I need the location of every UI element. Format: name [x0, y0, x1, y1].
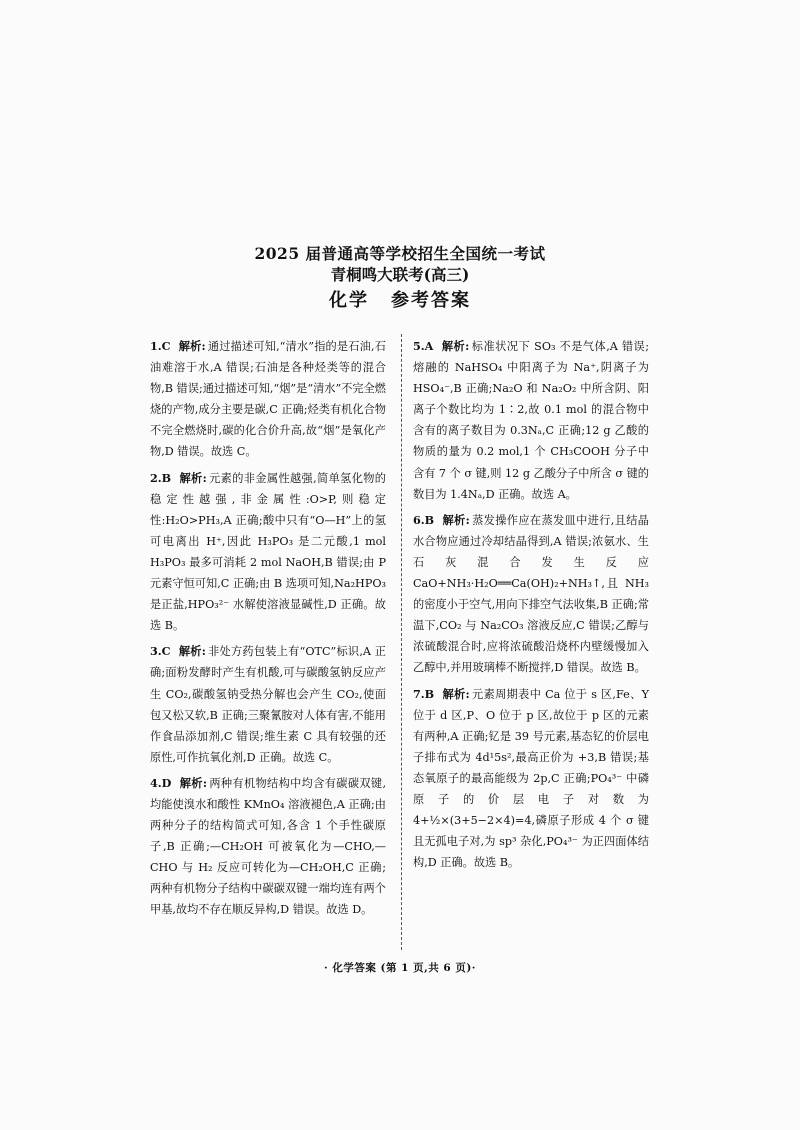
- page-header: [0, 244, 800, 313]
- answer-number: 2.B: [150, 470, 172, 485]
- answer-number: 4.D: [150, 775, 172, 790]
- analysis-text: 元素周期表中 Ca 位于 s 区,Fe、Y 位于 d 区,P、O 位于 p 区,故位于 p 区的元素有两种,A 正确;钇是 39 号元素,基态钇的价层电子排布式为 4d¹5s²,最高正价为 +3,B 错误;基态氧原子的最高能级为 2p,C 正确;PO₄³⁻ 中磷原子的价层电子对数为 4+½×(3+5−2×4)=4,磷原子形成 4 个 σ 键且无孤电子对,为 sp³ 杂化,PO₄³⁻ 为正四面体结构,D 正确。故选 B。: [413, 687, 649, 870]
- exam-subtitle: 青桐鸣大联考(高三): [330, 265, 470, 284]
- page-footer: · 化学答案 (第 1 页,共 6 页)·: [324, 962, 476, 974]
- analysis-text: 通过描述可知,“清水”指的是石油,石油难溶于水,A 错误;石油是各种烃类等的混合物,B 错误;通过描述可知,“烟”是“清水”不完全燃烧的产物,成分主要是碳,C 正确;烃类有机化合物不完全燃烧时,碳的化合价升高,故“烟”是氧化产物,D 错误。故选 C。: [150, 340, 386, 459]
- answer-item: [150, 773, 386, 921]
- answer-item: [150, 468, 386, 637]
- analysis-text: 两种有机物结构中均含有碳碳双键,均能使溴水和酸性 KMnO₄ 溶液褪色,A 正确;由两种分子的结构简式可知,各含 1 个手性碳原子,B 正确;—CH₂OH 可被氧化为—CHO,—CHO 与 H₂ 反应可转化为—CH₂OH,C 正确;两种有机物分子结构中碳碳双键一端均连有两个甲基,故均不存在顺反异构,D 错误。故选 D。: [150, 776, 386, 917]
- answer-item: [150, 336, 386, 463]
- answer-number: 3.C: [150, 644, 171, 659]
- answer-number: 7.B: [413, 686, 435, 701]
- analysis-label: 解析:: [178, 339, 206, 353]
- analysis-label: 解析:: [179, 775, 207, 790]
- analysis-label: 解析:: [441, 339, 470, 353]
- analysis-label: 解析:: [178, 644, 206, 659]
- answer-number: 6.B: [413, 512, 435, 527]
- analysis-text: 元素的非金属性越强,简单氢化物的稳定性越强,非金属性:O>P,则稳定性:H₂O>PH₃,A 正确;酸中只有“O—H”上的氢可电离出 H⁺,因此 H₃PO₃ 是二元酸,1 mol H₃PO₃ 最多可消耗 2 mol NaOH,B 错误;由 P 元素守恒可知,C 正确;由 B 选项可知,Na₂HPO₃ 是正盐,HPO₃²⁻ 水解使溶液显碱性,D 正确。故选 B。: [150, 471, 386, 633]
- analysis-text: 标准状况下 SO₃ 不是气体,A 错误;熔融的 NaHSO₄ 中阳离子为 Na⁺,阴离子为 HSO₄⁻,B 正确;Na₂O 和 Na₂O₂ 中所含阴、阳离子个数比均为 1∶2,故 0.1 mol 的混合物中含有的离子数目为 0.3Nₐ,C 正确;12 g 乙酸的物质的量为 0.2 mol,1 个 CH₃COOH 分子中含有 7 个 σ 键,则 12 g 乙酸分子中所含 σ 键的数目为 1.4Nₐ,D 正确。故选 A。: [413, 340, 649, 501]
- column-divider: [401, 334, 402, 950]
- exam-title: 2025 届普通高等学校招生全国统一考试: [254, 244, 546, 263]
- analysis-label: 解析:: [179, 470, 207, 485]
- subject-label: 化学: [329, 290, 369, 311]
- answer-item: [150, 641, 386, 768]
- answer-item: [413, 684, 649, 874]
- analysis-label: 解析:: [442, 512, 470, 527]
- analysis-text: 蒸发操作应在蒸发皿中进行,且结晶水合物应通过冷却结晶得到,A 错误;浓氨水、生石灰混合发生反应 CaO+NH₃·H₂O══Ca(OH)₂+NH₃↑,且 NH₃ 的密度小于空气,用向下排空气法收集,B 正确;常温下,CO₂ 与 Na₂CO₃ 溶液反应,C 错误;乙醇与浓硫酸混合时,应将浓硫酸沿烧杯内壁缓慢加入乙醇中,并用玻璃棒不断搅拌,D 错误。故选 B。: [413, 513, 649, 675]
- answer-number: 5.A: [413, 339, 434, 353]
- left-column: [150, 336, 386, 926]
- answer-label: 参考答案: [391, 290, 471, 311]
- answer-number: 1.C: [150, 339, 171, 353]
- answer-item: [413, 510, 649, 679]
- right-column: [413, 336, 649, 878]
- answer-title: [0, 289, 800, 313]
- analysis-label: 解析:: [442, 686, 470, 701]
- answer-item: [413, 336, 649, 505]
- analysis-text: 非处方药包装上有“OTC”标识,A 正确;面粉发酵时产生有机酸,可与碳酸氢钠反应产生 CO₂,碳酸氢钠受热分解也会产生 CO₂,使面包又松又软,B 正确;三聚氰胺对人体有害,不能用作食品添加剂,C 错误;维生素 C 具有较强的还原性,可作抗氧化剂,D 正确。故选 C。: [150, 645, 386, 764]
